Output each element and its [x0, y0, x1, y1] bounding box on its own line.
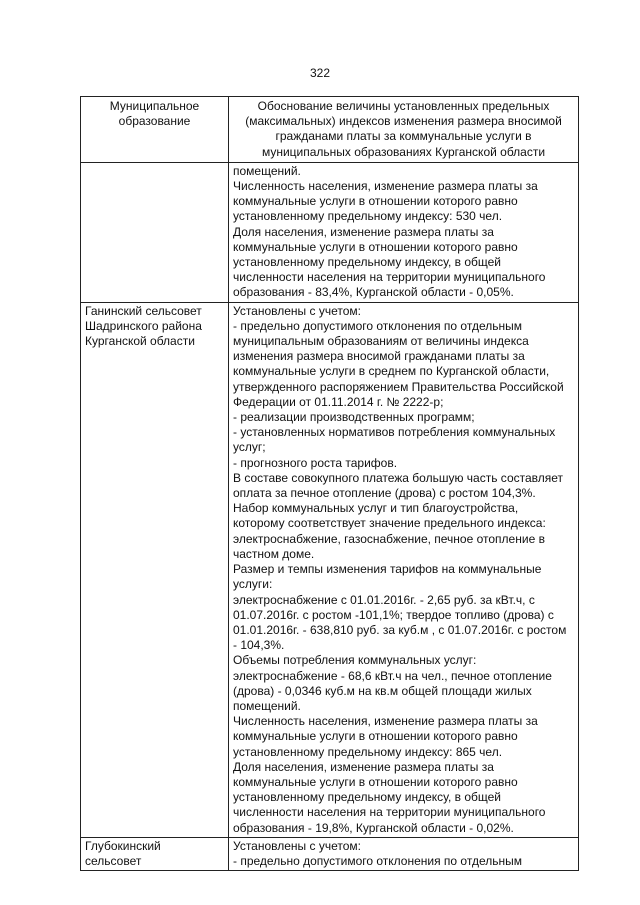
header-line: образование: [118, 114, 191, 129]
justification-text-line: Численность населения, изменение размера платы за: [233, 714, 538, 729]
header-justification: [229, 97, 579, 163]
justification-text-line: коммунальные услуги в отношении которого равно: [233, 729, 518, 744]
justification-text-line: Объемы потребления коммунальных услуг:: [233, 653, 477, 668]
justification-text-line: частном доме.: [233, 546, 315, 561]
justification-text-line: образования - 19,8%, Курганской области - 0,02%.: [233, 820, 514, 835]
justification-text-line: - предельно допустимого отклонения по отдельным: [233, 853, 522, 868]
justification-text-line: муниципальным образованиям от величины индекса: [233, 334, 529, 349]
municipal-index-table: [80, 96, 579, 871]
table-row: [81, 162, 579, 302]
justification-text-line: В составе совокупного платежа большую часть составляет: [233, 470, 564, 485]
justification-text-line: Установлены с учетом:: [233, 838, 361, 853]
header-line: муниципальных образованиях Курганской области: [261, 144, 546, 159]
justification-text-line: коммунальные услуги в отношении которого равно: [233, 239, 518, 254]
justification-text-line: образования - 83,4%, Курганской области - 0,05%.: [233, 285, 514, 300]
justification-text-line: Набор коммунальных услуг и тип благоустройства,: [233, 501, 519, 516]
justification-text-line: Доля населения, изменение размера платы за: [233, 759, 494, 774]
justification-text-line: - предельно допустимого отклонения по отдельным: [233, 318, 522, 333]
justification-text-line: электроснабжение - 68,6 кВт.ч на чел., печное отопление: [233, 668, 552, 683]
justification-text-line: коммунальные услуги в среднем по Курганской области,: [233, 364, 550, 379]
justification-text-line: установленному предельному индексу, в общей: [233, 790, 501, 805]
municipality-cell: [81, 162, 229, 302]
municipality-cell: [81, 837, 229, 870]
justification-text-line: Доля населения, изменение размера платы за: [233, 224, 494, 239]
header-line: Обоснование величины установленных предельных: [257, 99, 550, 113]
justification-text-line: электроснабжение, газоснабжение, печное отопление в: [233, 531, 545, 546]
justification-text-line: которому соответствует значение предельного индекса:: [233, 516, 546, 531]
municipality-name-line: Курганской области: [85, 334, 195, 349]
justification-text-line: установленному предельному индексу, в общей: [233, 255, 501, 270]
table-row: [81, 837, 579, 870]
justification-cell: [229, 302, 579, 837]
municipality-name-line: сельсовет: [85, 853, 142, 868]
justification-text-line: 01.07.2016г. с ростом -101,1%; твердое топливо (дрова) с: [233, 607, 554, 622]
justification-text-line: - прогнозного роста тарифов.: [233, 455, 398, 470]
header-line: (максимальных) индексов изменения размера вносимой: [245, 114, 562, 129]
justification-text-line: численности населения на территории муниципального: [233, 270, 546, 285]
table-header-row: [81, 97, 579, 163]
municipality-name-line: Ганинский сельсовет: [85, 303, 202, 318]
header-line: гражданами платы за коммунальные услуги в: [275, 129, 532, 144]
page-number: 322: [309, 66, 331, 80]
justification-text-line: численности населения на территории муниципального: [233, 805, 546, 820]
justification-text-line: 01.01.2016г. - 638,810 руб. за куб.м , с 01.07.2016г. с ростом: [233, 622, 567, 637]
justification-text-line: - 104,3%.: [233, 638, 285, 653]
justification-text-line: оплата за печное отопление (дрова) с ростом 104,3%.: [233, 486, 536, 501]
justification-text-line: Установлены с учетом:: [233, 303, 361, 318]
justification-text-line: коммунальные услуги в отношении которого равно: [233, 774, 518, 789]
municipality-cell: [81, 302, 229, 837]
justification-text-line: - установленных нормативов потребления коммунальных: [233, 425, 556, 440]
header-municipality: [81, 97, 229, 163]
justification-cell: [229, 837, 579, 870]
justification-text-line: (дрова) - 0,0346 куб.м на кв.м общей площади жилых: [233, 683, 532, 698]
justification-cell: [229, 162, 579, 302]
justification-text-line: - реализации производственных программ;: [233, 410, 475, 425]
justification-text-line: установленному предельному индексу: 530 чел.: [233, 209, 503, 224]
municipality-name-line: Шадринского района: [85, 318, 202, 333]
justification-text-line: помещений.: [233, 698, 301, 713]
justification-text-line: изменения размера вносимой гражданами платы за: [233, 349, 525, 364]
municipality-name-line: Глубокинский: [85, 838, 161, 853]
justification-text-line: Численность населения, изменение размера платы за: [233, 179, 538, 194]
table-row: [81, 302, 579, 837]
header-line: Муниципальное: [109, 99, 200, 113]
justification-text-line: услуг;: [233, 440, 266, 455]
justification-text-line: помещений.: [233, 163, 301, 178]
justification-text-line: услуги:: [233, 577, 273, 592]
justification-text-line: установленному предельному индексу: 865 чел.: [233, 744, 503, 759]
justification-text-line: электроснабжение с 01.01.2016г. - 2,65 руб. за кВт.ч, с: [233, 592, 535, 607]
justification-text-line: утвержденного распоряжением Правительства Российской: [233, 379, 564, 394]
justification-text-line: Федерации от 01.11.2014 г. № 2222-р;: [233, 394, 444, 409]
justification-text-line: коммунальные услуги в отношении которого равно: [233, 194, 518, 209]
justification-text-line: Размер и темпы изменения тарифов на коммунальные: [233, 562, 542, 577]
